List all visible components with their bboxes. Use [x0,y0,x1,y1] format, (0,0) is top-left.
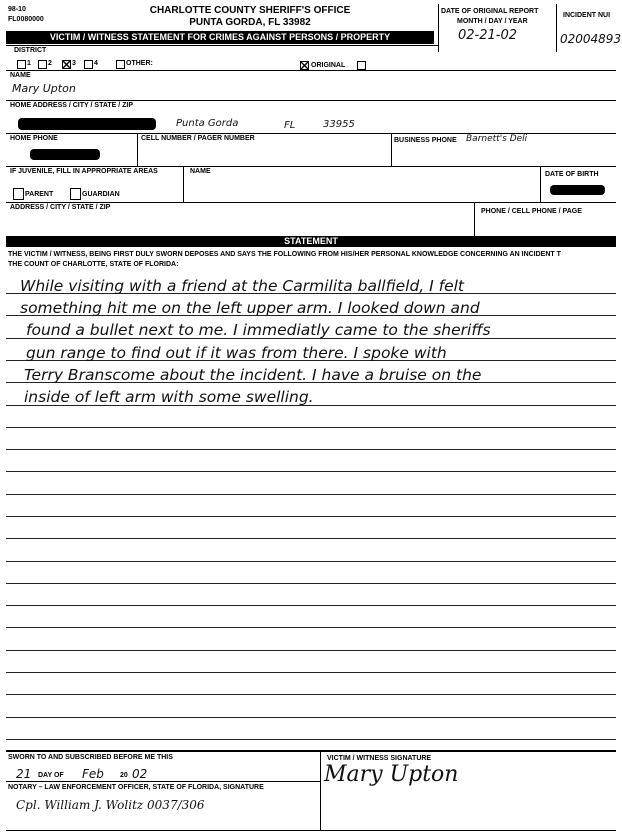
ruled-line [6,650,616,651]
district-2-label: 2 [48,60,52,67]
ruled-line [6,449,616,450]
redacted-street-address [18,118,156,130]
address-city[interactable]: Punta Gorda [176,118,239,129]
guardian-label: GUARDIAN [82,191,120,198]
date-label: DATE OF ORIGINAL REPORT [441,8,539,15]
ruled-line [6,561,616,562]
redacted-home-phone [30,149,100,160]
victim-signature[interactable]: Mary Upton [324,762,459,787]
address-label: HOME ADDRESS / CITY / STATE / ZIP [10,102,134,109]
incident-label: INCIDENT NUI [563,12,611,19]
agency-name: CHARLOTTE COUNTY SHERIFF'S OFFICE [149,5,351,16]
cell-label: CELL NUMBER / PAGER NUMBER [141,135,255,142]
year-prefix: 20 [120,772,128,779]
business-phone-label: BUSINESS PHONE [394,137,457,144]
ruled-line [6,516,616,517]
juvenile-label: IF JUVENILE, FILL IN APPROPRIATE AREAS [10,168,158,175]
statement-line-4[interactable]: gun range to find out if it was from there. I spoke with [26,344,447,362]
home-phone-label: HOME PHONE [10,135,58,142]
sworn-day[interactable]: 21 [16,767,32,781]
ruled-line [6,739,616,740]
ruled-line [6,694,616,695]
ruled-line [6,471,616,472]
address-zip[interactable]: 33955 [323,119,355,130]
district-3-checkbox[interactable] [62,60,71,69]
form-title-bar: VICTIM / WITNESS STATEMENT FOR CRIMES AGAINST PERSONS / PROPERTY [6,31,434,44]
statement-line-1[interactable]: While visiting with a friend at the Carmilita ballfield, I felt [20,277,465,295]
ruled-line [6,605,616,606]
ruled-line [6,583,616,584]
oath-text-line-2: THE COUNT OF CHARLOTTE, STATE OF FLORIDA: [8,261,179,268]
district-label: DISTRICT [14,47,47,54]
district-4-checkbox[interactable] [84,60,93,69]
dob-label: DATE OF BIRTH [545,171,599,178]
day-of-label: DAY OF [38,772,64,779]
juvenile-phone-label: PHONE / CELL PHONE / PAGE [481,208,582,215]
supplement-checkbox[interactable] [357,61,366,70]
notary-label: NOTARY – LAW ENFORCEMENT OFFICER, STATE OF FLORIDA, SIGNATURE [8,784,264,791]
district-other-label: OTHER: [126,60,153,67]
ruled-line [6,672,616,673]
parent-checkbox[interactable] [13,188,24,200]
business-phone-value[interactable]: Barnett's Deli [466,134,528,144]
parent-label: PARENT [25,191,54,198]
guardian-checkbox[interactable] [70,188,81,200]
officer-signature[interactable]: Cpl. William J. Wolitz 0037/306 [16,798,205,812]
date-format-label: MONTH / DAY / YEAR [457,18,528,25]
statement-line-5[interactable]: Terry Branscome about the incident. I have a bruise on the [24,366,482,384]
district-1-checkbox[interactable] [17,60,26,69]
sworn-year[interactable]: 02 [132,767,148,781]
district-2-checkbox[interactable] [38,60,47,69]
juvenile-address-label: ADDRESS / CITY / STATE / ZIP [10,204,111,211]
district-other-checkbox[interactable] [116,60,125,69]
oath-text-line-1: THE VICTIM / WITNESS, BEING FIRST DULY SWORN DEPOSES AND SAYS THE FOLLOWING FROM HIS/HER PERSONAL KNOWLEDGE CONCERNING AN INCIDENT T [8,251,561,258]
report-date[interactable]: 02-21-02 [458,28,518,43]
incident-number[interactable]: 02004893 [560,32,622,46]
statement-line-2[interactable]: something hit me on the left upper arm. I looked down and [20,299,480,317]
victim-name[interactable]: Mary Upton [12,82,76,95]
original-checkbox[interactable] [300,61,309,70]
district-4-label: 4 [94,60,98,67]
statement-bar: STATEMENT [6,236,616,247]
name-label: NAME [10,72,31,79]
sworn-month[interactable]: Feb [82,767,104,781]
check-icon [300,61,309,70]
agency-city: PUNTA GORDA, FL 33982 [189,17,311,28]
ruled-line [6,627,616,628]
address-state[interactable]: FL [284,120,296,131]
victim-signature-label: VICTIM / WITNESS SIGNATURE [327,755,432,762]
agency-code: FL0080000 [8,16,44,23]
check-icon [62,60,71,69]
district-1-label: 1 [27,60,31,67]
ruled-line [6,717,616,718]
sworn-label: SWORN TO AND SUBSCRIBED BEFORE ME THIS [8,754,173,761]
ruled-line [6,427,616,428]
ruled-line [6,538,616,539]
redacted-date-of-birth [550,185,605,195]
original-label: ORIGINAL [311,62,346,69]
statement-line-3[interactable]: found a bullet next to me. I immediatly came to the sheriffs [26,321,491,339]
form-number: 98-10 [8,6,26,13]
district-3-label: 3 [72,60,76,67]
ruled-line [6,494,616,495]
juvenile-name-label: NAME [190,168,211,175]
statement-line-6[interactable]: inside of left arm with some swelling. [24,388,314,406]
